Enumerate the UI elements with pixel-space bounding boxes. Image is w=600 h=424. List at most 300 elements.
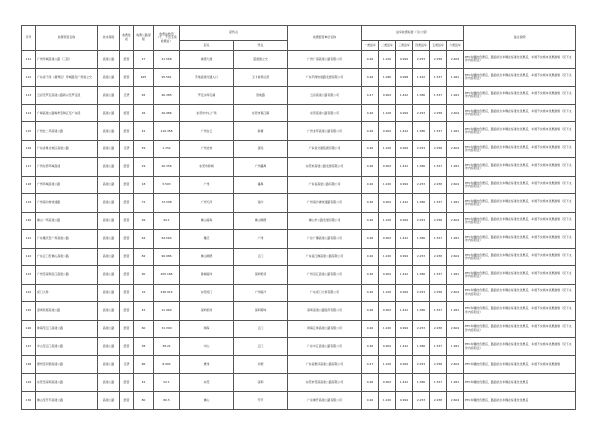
table-row <box>22 284 576 301</box>
cell-name: 广州环城高速公路 <box>36 176 98 193</box>
cell-seq: 114 <box>22 105 36 122</box>
cell-end: 佛山顺德 <box>234 212 288 229</box>
cell-nature: 经营 <box>120 320 134 337</box>
cell-rate: 31.309 <box>154 320 180 337</box>
cell-fee-class-1: 0.46 <box>362 248 379 265</box>
cell-rate: 72.598 <box>154 194 180 212</box>
table-row <box>22 302 576 320</box>
cell-fee-class-4: 2.253 <box>413 284 430 301</box>
cell-end: 泡地路 <box>234 86 288 104</box>
cell-name: 广东省干线（越秀区）环城路至广州南立交 <box>36 69 98 86</box>
cell-start: 芳地高速交通入口 <box>180 69 234 86</box>
table-row <box>22 194 576 212</box>
cell-mileage: 65 <box>134 86 154 104</box>
cell-fee-class-2: 0.902 <box>379 302 396 320</box>
cell-nature: 经营 <box>120 212 134 229</box>
cell-name: 广梅高速公路梅州至韩江至广东段 <box>36 105 98 122</box>
cell-fee-class-1: 0.46 <box>362 158 379 176</box>
cell-fee-class-1: 0.46 <box>362 176 379 193</box>
cell-nature: 经营 <box>120 266 134 284</box>
cell-fee-class-4: 1.386 <box>413 302 430 320</box>
cell-fee-class-6: 2.604 <box>447 248 464 265</box>
cell-end: 清远 <box>234 140 288 157</box>
cell-fee-class-3: 0.994 <box>396 392 413 410</box>
cell-remark: ETC车辆按优惠后，路面状态车辆在标准化优惠后，车道不实施本优惠措施（见下文件内容附注） <box>464 176 576 193</box>
cell-tech: 高速公路 <box>98 69 120 86</box>
cell-rate: 116.358 <box>154 122 180 140</box>
cell-end: 深圳荷坳 <box>234 302 288 320</box>
cell-rate: 80.5 <box>154 392 180 410</box>
cell-fee-class-2: 1.100 <box>379 284 396 301</box>
cell-nature: 经营 <box>120 392 134 410</box>
table-body <box>22 50 576 409</box>
cell-remark: ETC车辆按优惠后，路面状态车辆在标准化优惠后 <box>464 373 576 391</box>
cell-seq: 122 <box>22 248 36 265</box>
cell-mileage: 29 <box>134 158 154 176</box>
cell-seq: 128 <box>22 356 36 373</box>
cell-tech: 高速公路 <box>98 86 120 104</box>
cell-name: 云浮至罗定高速公路新兴至罗定段 <box>36 86 98 104</box>
cell-end: 江门 <box>234 320 288 337</box>
cell-fee-class-3: 1.422 <box>396 373 413 391</box>
cell-seq: 123 <box>22 266 36 284</box>
cell-rate: 21.568 <box>154 50 180 68</box>
cell-seq: 130 <box>22 392 36 410</box>
cell-rate: 236.919 <box>154 284 180 301</box>
cell-start: 东莞市中心广场 <box>180 105 234 122</box>
table-row <box>22 140 576 157</box>
cell-fee-class-2: 1.100 <box>379 320 396 337</box>
cell-name: 广州环城高速公路（三段） <box>36 50 98 68</box>
cell-nature: 经营 <box>120 284 134 301</box>
cell-end: 广州南沙 <box>234 284 288 301</box>
cell-mileage: 99 <box>134 212 154 229</box>
cell-rate: 5.503 <box>154 176 180 193</box>
cell-unit: 东莞高速公路有限公司 <box>288 105 362 122</box>
cell-mileage: 52 <box>134 373 154 391</box>
cell-mileage: 27 <box>134 50 154 68</box>
cell-remark: ETC车辆按优惠后，路面状态车辆在标准化优惠后，车道不实施本优惠措施（见下文件内容附注） <box>464 105 576 122</box>
cell-tech: 高速公路 <box>98 338 120 356</box>
cell-mileage: 16 <box>134 284 154 301</box>
cell-tech: 高速公路 <box>98 50 120 68</box>
cell-seq: 125 <box>22 302 36 320</box>
cell-seq: 115 <box>22 122 36 140</box>
table-row <box>22 86 576 104</box>
cell-seq: 116 <box>22 140 36 157</box>
cell-unit: 东莞市莞深高速公路有限公司 <box>288 373 362 391</box>
cell-rate: 26.986 <box>154 105 180 122</box>
cell-fee-class-6: 1.961 <box>447 158 464 176</box>
cell-fee-class-4: 2.253 <box>413 176 430 193</box>
cell-fee-class-6: 1.961 <box>447 266 464 284</box>
cell-rate: 1.152 <box>154 140 180 157</box>
cell-fee-class-2: 0.902 <box>379 266 396 284</box>
cell-fee-class-6: 2.604 <box>447 105 464 122</box>
cell-start: 惠州 <box>180 356 234 373</box>
header-class-4: 四类货车 <box>413 41 430 50</box>
cell-fee-class-3: 1.422 <box>396 266 413 284</box>
cell-end: 江门 <box>234 248 288 265</box>
cell-nature: 经营 <box>120 158 134 176</box>
header-name: 收费项目名称 <box>36 26 98 51</box>
cell-fee-class-2: 0.902 <box>379 122 396 140</box>
cell-fee-class-2: 1.100 <box>379 176 396 193</box>
cell-fee-class-1: 0.47 <box>362 86 379 104</box>
table-row <box>22 320 576 337</box>
cell-fee-class-6: 2.604 <box>447 212 464 229</box>
cell-fee-class-5: 1.537 <box>430 230 447 248</box>
cell-fee-class-4: 2.253 <box>413 392 430 410</box>
cell-tech: 高速公路 <box>98 158 120 176</box>
cell-rate: 95.561 <box>154 69 180 86</box>
cell-fee-class-4: 1.386 <box>413 194 430 212</box>
cell-fee-class-1: 0.46 <box>362 230 379 248</box>
cell-start: 肇庆 <box>180 230 234 248</box>
cell-name: 广州北二环高速公路 <box>36 122 98 140</box>
cell-seq: 118 <box>22 176 36 193</box>
toll-fee-table <box>21 25 576 410</box>
cell-tech: 高速公路 <box>98 194 120 212</box>
cell-fee-class-3: 1.422 <box>396 158 413 176</box>
cell-unit: 广东佛开高速公路有限公司 <box>288 392 362 410</box>
cell-fee-class-5: 1.537 <box>430 338 447 356</box>
header-class-2: 二类货车 <box>379 41 396 50</box>
cell-name: 广东肇庆至广州高速公路 <box>36 230 98 248</box>
cell-end: 蓝窗园立交 <box>234 50 288 68</box>
cell-unit: 深圳高速公路股份有限公司 <box>288 302 362 320</box>
cell-nature: 经营 <box>120 338 134 356</box>
cell-unit: 广州广深高速公路有限公司 <box>288 50 362 68</box>
cell-fee-class-5: 1.537 <box>430 373 447 391</box>
cell-tech: 高速公路 <box>98 230 120 248</box>
cell-fee-class-3: 1.422 <box>396 86 413 104</box>
cell-fee-class-2: 1.100 <box>379 248 396 265</box>
cell-tech: 高速公路 <box>98 122 120 140</box>
cell-tech: 高速公路 <box>98 248 120 265</box>
cell-end: 新塘 <box>234 122 288 140</box>
cell-tech: 高速公路 <box>98 302 120 320</box>
cell-fee-class-4: 2.253 <box>413 356 430 373</box>
cell-fee-class-1: 0.46 <box>362 392 379 410</box>
table-row <box>22 392 576 410</box>
cell-nature: 经营 <box>120 230 134 248</box>
cell-seq: 111 <box>22 50 36 68</box>
cell-seq: 129 <box>22 373 36 391</box>
cell-start: 黄埔南岗 <box>180 266 234 284</box>
cell-nature: 还贷 <box>120 356 134 373</box>
cell-fee-class-3: 1.422 <box>396 302 413 320</box>
cell-fee-class-2: 1.100 <box>379 105 396 122</box>
cell-end: 广州番禺 <box>234 158 288 176</box>
table-row <box>22 373 576 391</box>
cell-seq: 121 <box>22 230 36 248</box>
table-row <box>22 338 576 356</box>
cell-mileage: 38 <box>134 338 154 356</box>
cell-fee-class-4: 1.386 <box>413 158 430 176</box>
cell-fee-class-4: 1.386 <box>413 266 430 284</box>
cell-fee-class-5: 2.258 <box>430 356 447 373</box>
cell-remark: ETC车辆按优惠后，路面状态车辆在标准化优惠后，车道不实施本优惠措施（见下文件内容附注） <box>464 338 576 356</box>
cell-fee-class-3: 0.994 <box>396 356 413 373</box>
cell-name: 佛山至开平高速公路 <box>36 392 98 410</box>
cell-fee-class-5: 2.258 <box>430 176 447 193</box>
cell-mileage: 36 <box>134 105 154 122</box>
header-rate: 收费站数量（个，不含主线收费站） <box>154 26 180 51</box>
cell-seq: 119 <box>22 194 36 212</box>
cell-fee-class-2: 0.902 <box>379 230 396 248</box>
cell-fee-class-1: 0.46 <box>362 194 379 212</box>
cell-fee-class-3: 1.422 <box>396 122 413 140</box>
cell-seq: 126 <box>22 320 36 337</box>
cell-fee-class-5: 1.537 <box>430 194 447 212</box>
cell-rate: 96.986 <box>154 248 180 265</box>
header-class-6: 六类货车 <box>447 41 464 50</box>
cell-remark: ETC车辆按优惠后，路面状态车辆在标准化优惠后，车道不实施本优惠措施（见下文件内容附注） <box>464 266 576 284</box>
cell-fee-class-2: 1.100 <box>379 392 396 410</box>
cell-fee-class-6: 2.604 <box>447 320 464 337</box>
cell-remark: ETC车辆按优惠后，路面状态车辆在标准化优惠后，车道不实施本优惠措施（见下文件内容附注） <box>464 320 576 337</box>
cell-fee-class-6: 1.961 <box>447 373 464 391</box>
cell-rate: 64.564 <box>154 230 180 248</box>
cell-rate: 21.969 <box>154 302 180 320</box>
header-start: 起点 <box>180 41 234 50</box>
cell-mileage: 18 <box>134 176 154 193</box>
cell-mileage: 86 <box>134 356 154 373</box>
cell-fee-class-6: 2.604 <box>447 140 464 157</box>
cell-remark: ETC车辆按优惠后，路面状态车辆在标准化优惠后，车道不实施本优惠措施（见下文件内容附注） <box>464 230 576 248</box>
cell-fee-class-6: 2.604 <box>447 50 464 68</box>
cell-name: 广东省粤北地区高速公路 <box>36 140 98 157</box>
cell-rate: 38.21 <box>154 338 180 356</box>
header-nature: 收费性质 <box>120 26 134 51</box>
cell-remark: ETC车辆按优惠后，路面状态车辆在标准化优惠后，车道不实施本优惠措施（见下文件内容附注） <box>464 284 576 301</box>
cell-fee-class-1: 0.46 <box>362 69 379 86</box>
cell-start: 东莞市新城 <box>180 158 234 176</box>
cell-tech: 高速公路 <box>98 140 120 157</box>
cell-fee-class-5: 1.537 <box>430 302 447 320</box>
cell-remark: ETC车辆按优惠后，路面状态车辆在标准化优惠后，车道不实施本优惠措施（见下文件内容附注） <box>464 140 576 157</box>
cell-fee-class-3: 0.994 <box>396 248 413 265</box>
cell-start: 东莞虎门 <box>180 284 234 301</box>
cell-unit: 广州沿江高速公路有限公司 <box>288 266 362 284</box>
cell-remark: ETC车辆按优惠后，路面状态车辆在标准化优惠后，车道不实施本优惠措施 <box>464 356 576 373</box>
cell-fee-class-2: 1.090 <box>379 69 396 86</box>
cell-fee-class-5: 1.537 <box>430 86 447 104</box>
cell-fee-class-1: 0.46 <box>362 212 379 229</box>
cell-mileage: 90 <box>134 266 154 284</box>
header-start-end: 起终点 <box>180 26 288 41</box>
cell-start: 珠海 <box>180 320 234 337</box>
cell-name: 虎门大桥 <box>36 284 98 301</box>
cell-unit: 广东省高速公路有限公司 <box>288 176 362 193</box>
cell-fee-class-2: 0.902 <box>379 194 396 212</box>
cell-tech: 高速公路 <box>98 284 120 301</box>
cell-nature: 经营 <box>120 302 134 320</box>
cell-end: 深圳机场 <box>234 266 288 284</box>
cell-nature: 还贷 <box>120 140 134 157</box>
cell-name: 佛山一环高速公路 <box>36 212 98 229</box>
cell-start: 深圳机场 <box>180 302 234 320</box>
cell-end: 广州 <box>234 230 288 248</box>
cell-tech: 高速公路 <box>98 176 120 193</box>
cell-fee-class-2: 0.902 <box>379 338 396 356</box>
cell-fee-class-2: 0.902 <box>379 86 396 104</box>
cell-seq: 112 <box>22 69 36 86</box>
cell-fee-class-3: 0.994 <box>396 105 413 122</box>
cell-name: 东莞至深圳高速公路 <box>36 373 98 391</box>
table-row <box>22 248 576 265</box>
header-tech: 技术等级 <box>98 26 120 51</box>
cell-fee-class-6: 1.961 <box>447 338 464 356</box>
cell-fee-class-5: 2.258 <box>430 320 447 337</box>
cell-seq: 127 <box>22 338 36 356</box>
cell-fee-class-1: 0.46 <box>362 320 379 337</box>
cell-fee-class-3: 0.994 <box>396 284 413 301</box>
cell-remark: ETC车辆按优惠后，路面状态车辆在标准化优惠后，车道不实施本优惠措施（见下文件内容附注） <box>464 302 576 320</box>
header-end: 终点 <box>234 41 288 50</box>
cell-nature: 经营 <box>120 122 134 140</box>
cell-end: 东莞市黄江镇 <box>234 105 288 122</box>
cell-fee-class-3: 0.994 <box>396 320 413 337</box>
cell-fee-class-5: 2.258 <box>430 105 447 122</box>
cell-rate: 40.385 <box>154 86 180 104</box>
cell-name: 中山至江门高速公路 <box>36 338 98 356</box>
cell-fee-class-1: 0.46 <box>362 302 379 320</box>
table-row <box>22 356 576 373</box>
cell-fee-class-5: 2.258 <box>430 212 447 229</box>
cell-nature: 经营 <box>120 194 134 212</box>
table-row <box>22 230 576 248</box>
cell-nature: 经营 <box>120 50 134 68</box>
cell-mileage: 80 <box>134 392 154 410</box>
cell-fee-class-1: 0.46 <box>362 284 379 301</box>
cell-fee-class-6: 1.961 <box>447 230 464 248</box>
cell-fee-class-6: 1.961 <box>447 194 464 212</box>
cell-start: 广州天河 <box>180 194 234 212</box>
cell-fee-class-2: 1.100 <box>379 212 396 229</box>
cell-fee-class-5: 2.258 <box>430 50 447 68</box>
cell-mileage: 42 <box>134 122 154 140</box>
cell-rate: 205.186 <box>154 266 180 284</box>
cell-remark: ETC车辆按优惠后，路面状态车辆在标准化优惠后，车道不实施本优惠措施（见下文件内容附注） <box>464 122 576 140</box>
cell-fee-class-1: 0.46 <box>362 373 379 391</box>
cell-fee-class-5: 1.537 <box>430 69 447 86</box>
cell-fee-class-6: 1.961 <box>447 302 464 320</box>
cell-fee-class-2: 0.902 <box>379 373 396 391</box>
cell-fee-class-1: 0.46 <box>362 105 379 122</box>
cell-fee-class-3: 0.998 <box>396 69 413 86</box>
cell-rate: 26.356 <box>154 158 180 176</box>
cell-name: 广东江门至佛山高速公路 <box>36 248 98 265</box>
cell-start: 佛山顺德 <box>180 248 234 265</box>
header-seq: 序号 <box>22 26 36 51</box>
cell-tech: 高速公路 <box>98 373 120 391</box>
table-row <box>22 176 576 193</box>
cell-fee-class-6: 1.961 <box>447 69 464 86</box>
table-row <box>22 69 576 86</box>
cell-tech: 高速公路 <box>98 356 120 373</box>
cell-unit: 广东虎门大桥有限公司 <box>288 284 362 301</box>
cell-name: 广州东部环城高速 <box>36 158 98 176</box>
table-row <box>22 105 576 122</box>
cell-fee-class-1: 0.46 <box>362 140 379 157</box>
cell-unit: 广州北环高速公路有限公司 <box>288 122 362 140</box>
cell-nature: 经营 <box>120 176 134 193</box>
cell-fee-class-4: 1.386 <box>413 122 430 140</box>
cell-end: 玉卡首桥运营 <box>234 69 288 86</box>
cell-fee-class-4: 2.253 <box>413 140 430 157</box>
cell-fee-class-1: 0.47 <box>362 356 379 373</box>
header-fee-standard: 货车收费标准（元/公里） <box>362 26 464 41</box>
cell-fee-class-2: 1.100 <box>379 140 396 157</box>
cell-fee-class-3: 0.994 <box>396 176 413 193</box>
cell-fee-class-3: 1.422 <box>396 230 413 248</box>
header-unit: 收费经营单位名称 <box>288 26 362 51</box>
cell-seq: 124 <box>22 284 36 301</box>
cell-unit: 东莞市高速公路发展有限公司 <box>288 158 362 176</box>
cell-end: 南沙 <box>234 194 288 212</box>
cell-remark: ETC车辆按优惠后，路面状态车辆在标准化优惠后，车道不实施本优惠措施（见下文件内容附注） <box>464 50 576 68</box>
cell-unit: 广东中江高速公路有限公司 <box>288 338 362 356</box>
cell-unit: 广东省江佛高速公路有限公司 <box>288 248 362 265</box>
cell-name: 深圳机荷高速公路 <box>36 302 98 320</box>
cell-end: 深圳 <box>234 373 288 391</box>
cell-fee-class-5: 2.258 <box>430 140 447 157</box>
cell-unit: 珠海江珠高速公路有限公司 <box>288 320 362 337</box>
cell-start: 佛山 <box>180 392 234 410</box>
cell-fee-class-5: 2.258 <box>430 392 447 410</box>
cell-remark: ETC车辆按优惠后，路面状态车辆在标准化优惠后，车道不实施本优惠措施（见下文件内容附注） <box>464 86 576 104</box>
cell-fee-class-5: 2.258 <box>430 248 447 265</box>
header-class-5: 五类货车 <box>430 41 447 50</box>
cell-end: 江门 <box>234 338 288 356</box>
cell-start: 东莞 <box>180 373 234 391</box>
cell-start: 罗定水库石湖 <box>180 86 234 104</box>
cell-fee-class-1: 0.46 <box>362 122 379 140</box>
cell-start: 广州白云 <box>180 122 234 140</box>
cell-mileage: 64 <box>134 230 154 248</box>
cell-remark: ETC车辆按优惠后，路面状态车辆在标准化优惠后，车道不实施本优惠措施（见下文件内容附注） <box>464 158 576 176</box>
cell-fee-class-3: 0.994 <box>396 140 413 157</box>
cell-fee-class-1: 0.46 <box>362 50 379 68</box>
cell-start: 广州 <box>180 176 234 193</box>
cell-tech: 高速公路 <box>98 392 120 410</box>
cell-nature: 经营 <box>120 69 134 86</box>
cell-fee-class-4: 1.386 <box>413 86 430 104</box>
cell-rate: 99.1 <box>154 212 180 229</box>
cell-fee-class-1: 0.46 <box>362 266 379 284</box>
cell-nature: 还贷 <box>120 86 134 104</box>
cell-fee-class-2: 0.902 <box>379 158 396 176</box>
cell-fee-class-6: 2.604 <box>447 392 464 410</box>
cell-tech: 高速公路 <box>98 266 120 284</box>
cell-end: 番禺 <box>234 176 288 193</box>
cell-fee-class-5: 1.537 <box>430 122 447 140</box>
table-row <box>22 122 576 140</box>
cell-unit: 广东省交通集团有限公司 <box>288 140 362 157</box>
cell-tech: 高速公路 <box>98 105 120 122</box>
cell-fee-class-6: 1.961 <box>447 86 464 104</box>
cell-fee-class-4: 1.386 <box>413 373 430 391</box>
cell-seq: 120 <box>22 212 36 229</box>
cell-fee-class-4: 2.253 <box>413 320 430 337</box>
cell-rate: 8.902 <box>154 356 180 373</box>
cell-fee-class-4: 1.386 <box>413 338 430 356</box>
cell-fee-class-4: 2.253 <box>413 248 430 265</box>
cell-start: 广州北郊 <box>180 140 234 157</box>
cell-fee-class-4: 2.253 <box>413 105 430 122</box>
